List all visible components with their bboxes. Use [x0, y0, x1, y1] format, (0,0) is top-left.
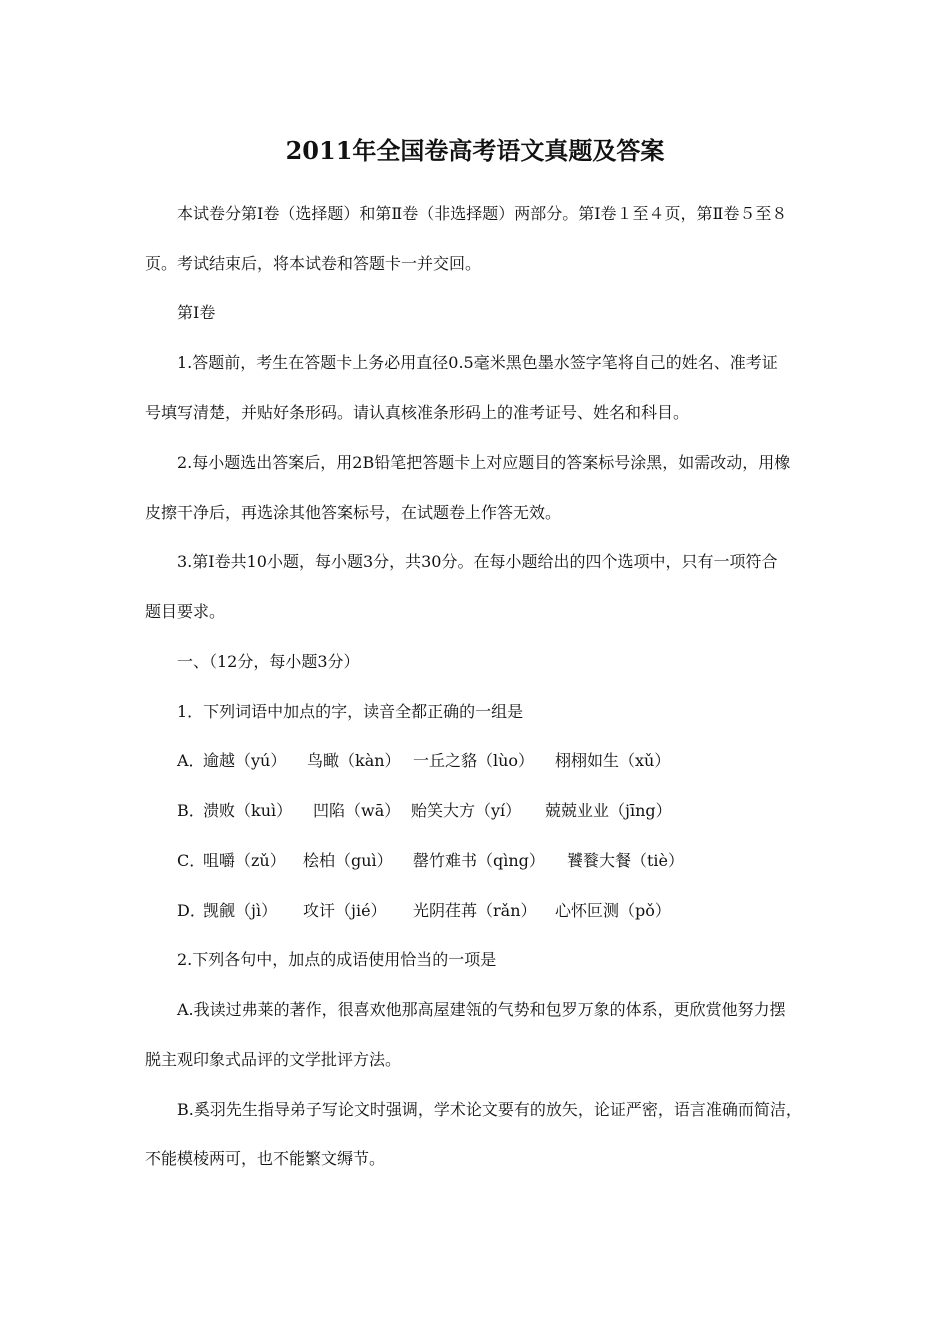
- option-item: 鸟瞰（kàn）: [307, 751, 401, 770]
- instruction-2-line-1: 2.每小题选出答案后，用2B铅笔把答题卡上对应题目的答案标号涂黑，如需改动，用橡: [177, 453, 791, 472]
- part-one-header: 一、（12分，每小题3分）: [177, 652, 360, 671]
- option-item: 攻讦（jié）: [303, 901, 387, 920]
- instruction-3-line-1: 3.第Ⅰ卷共10小题，每小题3分，共30分。在每小题给出的四个选项中，只有一项符合: [177, 552, 778, 571]
- intro-line-2: 页。考试结束后，将本试卷和答题卡一并交回。: [145, 254, 482, 273]
- question-2-option-b-line-1: B.奚羽先生指导弟子写论文时强调，学术论文要有的放矢，论证严密，语言准确而简洁，: [177, 1100, 802, 1119]
- instruction-1-line-1: 1.答题前，考生在答题卡上务必用直径0.5毫米黑色墨水签字笔将自己的姓名、准考证: [177, 353, 778, 372]
- page-title: 2011年全国卷高考语文真题及答案: [285, 136, 665, 165]
- option-item: 饕餮大餐（tiè）: [567, 851, 685, 870]
- option-item: 心怀叵测（pǒ）: [555, 901, 671, 920]
- question-1-option-a: [177, 749, 670, 773]
- option-item: 一丘之貉（lùo）: [413, 751, 535, 770]
- option-item: 桧柏（guì）: [303, 851, 393, 870]
- option-item: 咀嚼（zǔ）: [203, 851, 286, 870]
- option-item: 兢兢业业（jīng）: [545, 801, 672, 820]
- option-item: 觊觎（jì）: [203, 901, 278, 920]
- instruction-3-line-2: 题目要求。: [145, 602, 226, 621]
- question-1-option-c: [177, 849, 684, 873]
- option-item: 罄竹难书（qìng）: [413, 851, 545, 870]
- question-1-option-b: [177, 799, 672, 823]
- section-label: 第Ⅰ卷: [177, 303, 216, 322]
- question-1-option-d: [177, 899, 671, 923]
- option-item: 贻笑大方（yí）: [411, 801, 522, 820]
- option-label: D．: [177, 901, 206, 920]
- option-item: 栩栩如生（xǔ）: [555, 751, 671, 770]
- option-label: C．: [177, 851, 206, 870]
- option-item: 逾越（yú）: [203, 751, 287, 770]
- question-2-stem: 2.下列各句中，加点的成语使用恰当的一项是: [177, 950, 497, 969]
- intro-line-1: 本试卷分第Ⅰ卷（选择题）和第Ⅱ卷（非选择题）两部分。第Ⅰ卷１至４页，第Ⅱ卷５至８: [177, 204, 788, 223]
- question-1-stem: 1．下列词语中加点的字，读音全都正确的一组是: [177, 702, 524, 721]
- question-2-option-b-line-2: 不能模棱两可，也不能繁文缛节。: [145, 1149, 386, 1168]
- option-item: 凹陷（wā）: [313, 801, 401, 820]
- instruction-2-line-2: 皮擦干净后，再选涂其他答案标号，在试题卷上作答无效。: [145, 503, 562, 522]
- option-item: 溃败（kuì）: [203, 801, 293, 820]
- option-label: B．: [177, 801, 205, 820]
- question-2-option-a-line-1: A.我读过弗莱的著作，很喜欢他那高屋建瓴的气势和包罗万象的体系，更欣赏他努力摆: [177, 1000, 786, 1019]
- question-2-option-a-line-2: 脱主观印象式品评的文学批评方法。: [145, 1050, 402, 1069]
- instruction-1-line-2: 号填写清楚，并贴好条形码。请认真核准条形码上的准考证号、姓名和科目。: [145, 403, 690, 422]
- option-item: 光阴荏苒（rǎn）: [413, 901, 537, 920]
- option-label: A．: [177, 751, 205, 770]
